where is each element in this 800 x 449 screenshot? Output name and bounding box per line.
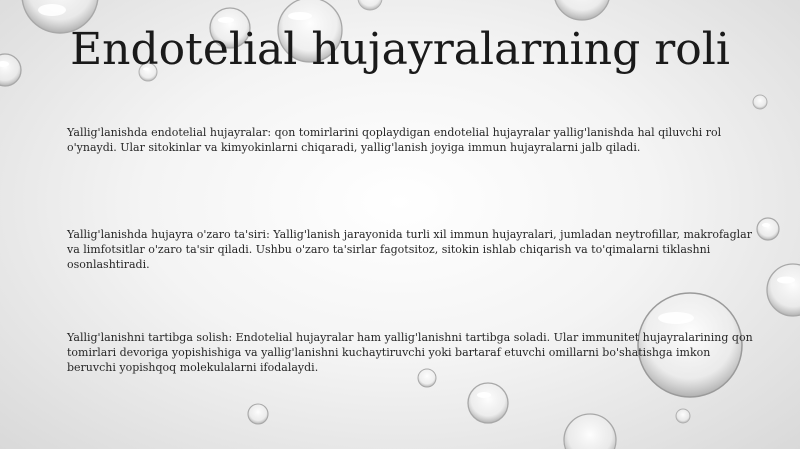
droplet (248, 404, 268, 424)
droplet (753, 95, 767, 109)
droplet (468, 383, 508, 423)
droplet (767, 264, 800, 316)
droplet (757, 218, 779, 240)
paragraph-regulation: Yallig'lanishni tartibga solish: Endotelial hujayralar ham yallig'lanishni tartibga soladi. Ular immunitet hujayralarining qon tomirlari devoriga yopishishiga va yallig'lanishni kuchaytiruvchi yoki bartaraf etuvchi omillarni bo'shatishga imkon beruvchi yopishqoq molekulalarni ifodalaydi. (67, 331, 753, 374)
droplet (564, 414, 616, 449)
slide-title: Endotelial hujayralarning roli (70, 24, 730, 75)
paragraph-cell-interaction: Yallig'lanishda hujayra o'zaro ta'siri: Yallig'lanish jarayonida turli xil immun hujayralari, jumladan neytrofillar, makrofaglar va limfotsitlar o'zaro ta'sir qiladi. Ushbu o'zaro ta'sirlar fagotsitoz, sitokin ishlab chiqarish va to'qimalarni tiklashni osonlashtiradi. (67, 228, 752, 271)
paragraph-endothelial-cells: Yallig'lanishda endotelial hujayralar: qon tomirlarini qoplaydigan endotelial hujayralar yallig'lanishda hal qiluvchi rol o'ynaydi. Ular sitokinlar va kimyokinlarni chiqaradi, yallig'lanish joyiga immun hujayralarni jalb qiladi. (67, 126, 722, 154)
droplet (676, 409, 690, 423)
droplet (554, 0, 610, 20)
droplet (358, 0, 382, 10)
